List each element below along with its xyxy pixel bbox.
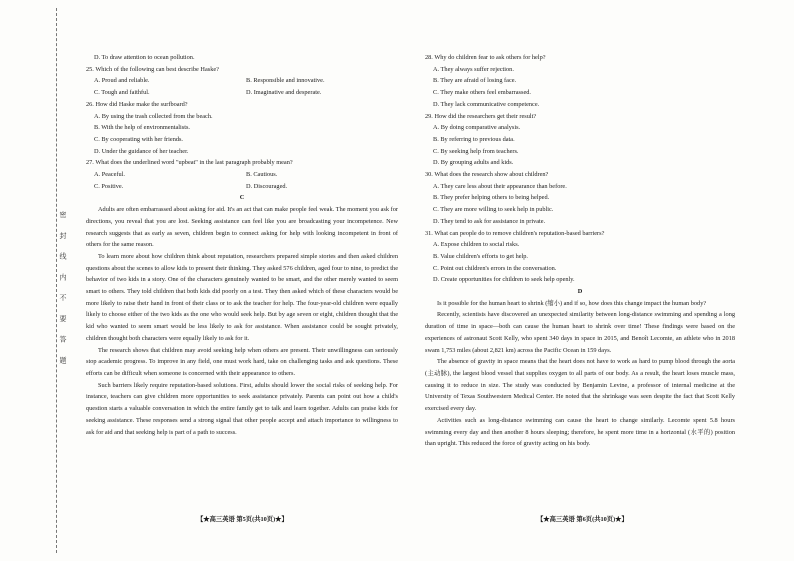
- option-item: B. Value children's efforts to get help.: [433, 252, 528, 260]
- question-stem: 26. How did Haske make the surfboard?: [86, 100, 188, 108]
- option-item: C. Tough and faithful.: [94, 89, 150, 97]
- option-item: B. Responsible and innovative.: [246, 77, 325, 85]
- option-item: C. By seeking help from teachers.: [433, 147, 519, 155]
- footer-page-6: 【★高三英语 第6页(共10页)★】: [537, 516, 628, 523]
- option-item: A. Expose children to social risks.: [433, 241, 520, 249]
- option-item: B. They prefer helping others to being helped.: [433, 194, 550, 202]
- section-heading: D: [577, 288, 583, 296]
- footer-page-5: 【★高三英语 第5页(共10页)★】: [197, 516, 288, 523]
- passage-paragraph: To learn more about how children think about reputation, researchers prepared simple stories and then asked children questions about the scenes to allow kids to present their thinking. They asked 576 children, aged four to nine, to predict the behavior of two kids in a story. One of the characters genuinely wanted to be smart, and the other merely wanted to seem smart to others. They told children that both kids did poorly on a test. They then asked which of these characters would be more likely to raise their hand in front of their class or to ask the teacher for help. The four-year-old children were equally likely to choose either of the two kids as the one who would seek help. But by age seven or eight, children thought that the kid who wanted to seem smart would be less likely to ask for assistance. When assistance could be sought privately, children thought both characters were equally likely to ask for it.: [86, 252, 398, 342]
- option-item: B. Cautious.: [246, 171, 278, 179]
- right-column: [425, 52, 735, 450]
- option-item: D. Under the guidance of her teacher.: [94, 147, 189, 155]
- option-item: D. To draw attention to ocean pollution.: [94, 54, 195, 61]
- option-row: [94, 87, 398, 99]
- option-item: C. By cooperating with her friends.: [94, 135, 184, 143]
- option-item: A. By using the trash collected from the beach.: [94, 112, 213, 120]
- option-item: C. Point out children's errors in the conversation.: [433, 264, 557, 272]
- option-item: D. They tend to ask for assistance in private.: [433, 217, 546, 225]
- option-item: A. They always suffer rejection.: [433, 65, 514, 73]
- option-item: B. They are afraid of losing face.: [433, 77, 517, 85]
- left-column: [86, 52, 398, 438]
- option-item: C. Positive.: [94, 182, 124, 190]
- question-stem: 28. Why do children fear to ask others for help?: [425, 54, 546, 61]
- option-item: D. Create opportunities for children to seek help openly.: [433, 276, 575, 284]
- option-item: B. With the help of environmentalists.: [94, 124, 190, 132]
- passage-paragraph: Adults are often embarrassed about asking for aid. It's an act that can make people feel weak. The moment you ask for directions, you reveal that you are lost. Seeking assistance can feel like you are broadcasting your incompetence. New research suggests that as early as seven, children begin to connect asking for help with looking incompetent in front of others for the same reason.: [86, 206, 398, 249]
- question-stem: 30. What does the research show about children?: [425, 171, 549, 179]
- option-item: D. Imaginative and desperate.: [246, 89, 322, 97]
- question-stem: 27. What does the underlined word "upbeat" in the last paragraph probably mean?: [86, 159, 293, 167]
- section-heading: C: [239, 194, 245, 202]
- binding-strip-text: 密 封 线 内 不 要 答 题: [59, 210, 67, 370]
- option-item: A. By doing comparative analysis.: [433, 124, 521, 132]
- option-row: [94, 75, 398, 87]
- question-stem: 29. How did the researchers get their result?: [425, 112, 537, 120]
- option-row: [94, 169, 398, 181]
- option-item: A. Proud and reliable.: [94, 77, 150, 85]
- option-item: D. Discouraged.: [246, 182, 288, 190]
- option-item: C. They make others feel embarrassed.: [433, 89, 531, 97]
- option-item: B. By referring to previous data.: [433, 135, 515, 143]
- passage-paragraph: The absence of gravity in space means that the heart does not have to work as hard to pump blood through the aorta (主动脉), the largest blood vessel that supplies oxygen to all parts of our body. As a result, the heart loses muscle mass, causing it to reduce in size. The study was conducted by Benjamin Levine, a professor of internal medicine at the University of Texas Southwestern Medical Center. He noted that the shrinkage was seen despite the fact that Scott Kelly exercised every day.: [425, 358, 735, 413]
- passage-paragraph: The research shows that children may avoid seeking help when others are present. Their unwillingness can seriously stop academic progress. To improve in any field, one must work hard, take on challenging tasks and ask questions. These efforts can be difficult when someone is concerned with their appearance to others.: [86, 346, 398, 377]
- question-stem: 25. Which of the following can best describe Haske?: [86, 65, 219, 73]
- option-row: [94, 181, 398, 193]
- passage-paragraph: Activities such as long-distance swimming can cause the heart to change similarly. Lecomte spent 5.8 hours swimming every day and then another 8 hours sleeping; therefore, he spent more time in a horizontal (水平的) position than upright. This reduced the force of gravity acting on his body.: [425, 416, 735, 448]
- binding-strip: [0, 0, 72, 561]
- option-item: D. By grouping adults and kids.: [433, 159, 514, 167]
- question-stem: 31. What can people do to remove children's reputation-based barriers?: [425, 229, 605, 237]
- option-item: A. Peaceful.: [94, 171, 125, 179]
- option-item: C. They are more willing to seek help in public.: [433, 206, 554, 214]
- passage-paragraph: Recently, scientists have discovered an unexpected similarity between long-distance swimming and spending a long duration of time in space—both can cause the human heart to shrink over time! These findings were based on the experiences of astronaut Scott Kelly, who spent 340 days in space in 2015, and Benoît Lecomte, an athlete who in 2018 swam 1,753 miles (about 2,821 km) across the Pacific Ocean in 159 days.: [425, 311, 735, 354]
- passage-paragraph: Such barriers likely require reputation-based solutions. First, adults should lower the social risks of seeking help. For instance, teachers can give children more opportunities to seek assistance privately. Parents can point out how a child's question starts a valuable conversation in which the entire family get to talk and learn together. Adults can praise kids for seeking assistance. These responses send a strong signal that other people accept and attach importance to willingness to ask for aid and that seeking help is part of a path to success.: [86, 381, 398, 436]
- option-item: A. They care less about their appearance than before.: [433, 182, 567, 190]
- option-item: D. They lack communicative competence.: [433, 100, 540, 108]
- passage-paragraph: Is it possible for the human heart to shrink (缩小) and if so, how does this change impact the human body?: [437, 299, 707, 307]
